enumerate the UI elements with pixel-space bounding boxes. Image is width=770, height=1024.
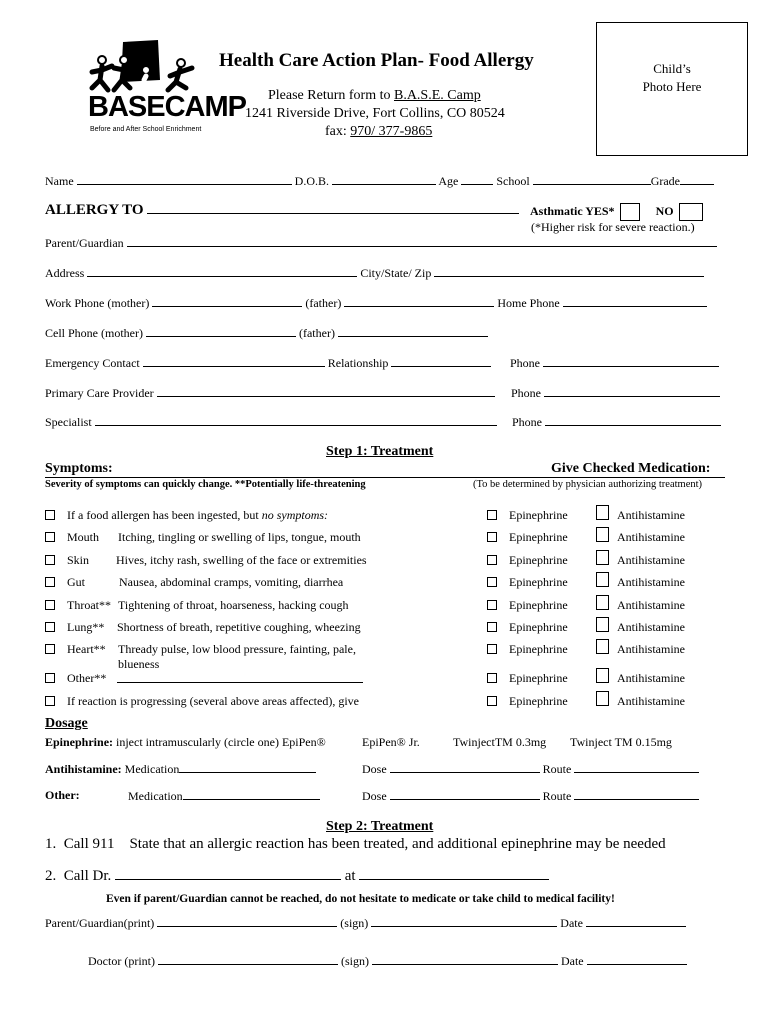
school-field[interactable] xyxy=(533,173,651,185)
symptom-desc: Shortness of breath, repetitive coughing, wheezing xyxy=(117,620,361,634)
parent-label: Parent/Guardian xyxy=(45,236,124,250)
parent-sign-row xyxy=(45,915,686,931)
call-911-label: Call 911 xyxy=(63,836,115,852)
symptom-checkbox[interactable] xyxy=(45,510,55,520)
doctor-print-label: Doctor (print) xyxy=(88,954,155,968)
call-911-text: State that an allergic reaction has been treated, and additional epinephrine may be needed xyxy=(129,836,666,852)
doctor-date-field[interactable] xyxy=(587,953,687,965)
epinephrine-checkbox[interactable] xyxy=(487,600,497,610)
return-org: B.A.S.E. Camp xyxy=(393,88,481,103)
home-phone-field[interactable] xyxy=(563,295,707,307)
symptom-checkbox[interactable] xyxy=(45,555,55,565)
cell-phone-row xyxy=(45,325,488,341)
doctor-sign-label: (sign) xyxy=(340,954,369,968)
emergency-phone-label: Phone xyxy=(510,356,540,370)
no-label: NO xyxy=(655,203,674,218)
symptom-area xyxy=(67,508,328,523)
other-medication-label: Medication xyxy=(128,789,183,803)
primary-row xyxy=(45,385,495,401)
symptom-area: Lung** xyxy=(67,620,105,634)
antihistamine-checkbox[interactable] xyxy=(596,505,609,520)
antihistamine-medication-label: Medication xyxy=(124,762,180,776)
specialist-label: Specialist xyxy=(45,415,92,429)
symptom-area: Gut xyxy=(67,575,85,589)
logo-text: BASECAMP xyxy=(88,91,246,123)
antihistamine-checkbox[interactable] xyxy=(596,639,609,654)
other-route-field[interactable] xyxy=(574,788,699,800)
work-phone-label: Work Phone (mother) xyxy=(45,296,150,310)
antihistamine-label: Antihistamine xyxy=(617,620,685,634)
antihistamine-label: Antihistamine xyxy=(617,553,685,567)
doctor-phone-field[interactable] xyxy=(359,866,549,880)
work-phone-mother-field[interactable] xyxy=(152,295,302,307)
warning-text: Even if parent/Guardian cannot be reached, do not hesitate to medicate or take child to medical facility! xyxy=(106,893,615,905)
specialist-phone xyxy=(512,414,721,430)
call-dr-num: 2. xyxy=(45,868,57,884)
doctor-sign-row xyxy=(88,953,687,969)
parent-row xyxy=(45,235,717,251)
antihistamine-checkbox[interactable] xyxy=(596,691,609,706)
symptoms-heading: Symptoms: xyxy=(45,461,113,476)
symptom-desc: Thready pulse, low blood pressure, fainting, pale, xyxy=(118,642,356,656)
address-line: 1241 Riverside Drive, Fort Collins, CO 80524 xyxy=(245,106,505,121)
asthmatic-row xyxy=(530,203,703,221)
physician-note: (To be determined by physician authorizing treatment) xyxy=(473,479,703,490)
dob-field[interactable] xyxy=(332,173,436,185)
symptom-checkbox[interactable] xyxy=(45,622,55,632)
city-field[interactable] xyxy=(434,265,704,277)
twinject-03-option[interactable]: TwinjectTM 0.3mg xyxy=(453,735,547,749)
epinephrine-checkbox[interactable] xyxy=(487,510,497,520)
antihistamine-label: Antihistamine xyxy=(617,575,685,589)
antihistamine-medication-field[interactable] xyxy=(179,761,316,773)
epinephrine-label: Epinephrine xyxy=(509,553,568,567)
return-prefix: Please Return form to xyxy=(268,88,394,103)
logo-graphic xyxy=(88,40,213,140)
emergency-row xyxy=(45,355,491,371)
antihistamine-label: Antihistamine xyxy=(617,694,685,708)
antihistamine-dose-label: Antihistamine: xyxy=(45,762,122,776)
call-dr-label: Call Dr. xyxy=(63,868,112,884)
allergy-label: ALLERGY TO xyxy=(45,202,144,218)
asthmatic-label: Asthmatic YES* xyxy=(530,203,615,218)
antihistamine-label: Antihistamine xyxy=(617,530,685,544)
antihistamine-dose-route xyxy=(362,761,699,777)
give-medication-heading: Give Checked Medication: xyxy=(551,461,711,476)
fax-line xyxy=(325,124,432,140)
name-row xyxy=(45,173,714,189)
dosage-heading: Dosage xyxy=(45,716,88,731)
other-dose-label: Other: xyxy=(45,788,80,802)
relationship-field[interactable] xyxy=(391,355,491,367)
call-dr-row xyxy=(45,866,549,885)
name-field[interactable] xyxy=(77,173,292,185)
asthmatic-no-checkbox[interactable] xyxy=(679,203,703,221)
address-label: Address xyxy=(45,266,85,280)
emergency-label: Emergency Contact xyxy=(45,356,140,370)
antihistamine-checkbox[interactable] xyxy=(596,595,609,610)
epi-dose-label: Epinephrine: xyxy=(45,735,114,749)
epinephrine-checkbox[interactable] xyxy=(487,622,497,632)
logo-subtitle: Before and After School Enrichment xyxy=(90,126,202,133)
work-father-label: (father) xyxy=(305,296,342,310)
parent-date-label: Date xyxy=(560,916,583,930)
epinephrine-checkbox[interactable] xyxy=(487,577,497,587)
work-phone-father-field[interactable] xyxy=(344,295,494,307)
other-medication xyxy=(128,788,320,804)
symptom-checkbox[interactable] xyxy=(45,696,55,706)
symptom-area: Other** xyxy=(67,671,107,685)
epinephrine-label: Epinephrine xyxy=(509,530,568,544)
cell-phone-label: Cell Phone (mother) xyxy=(45,326,143,340)
photo-label-2: Photo Here xyxy=(642,79,702,94)
epinephrine-checkbox[interactable] xyxy=(487,696,497,706)
symptom-checkbox[interactable] xyxy=(45,644,55,654)
antihistamine-label: Antihistamine xyxy=(617,598,685,612)
symptom-checkbox[interactable] xyxy=(45,673,55,683)
symptom-area: Mouth xyxy=(67,530,100,544)
address-row xyxy=(45,265,704,281)
twinject-015-option[interactable]: Twinject TM 0.15mg xyxy=(570,735,672,749)
symptom-area: If reaction is progressing (several above areas affected), give xyxy=(67,694,359,708)
antihistamine-checkbox[interactable] xyxy=(596,550,609,565)
symptom-text: If a food allergen has been ingested, but xyxy=(67,508,262,522)
antihistamine-checkbox[interactable] xyxy=(596,617,609,632)
call-911-num: 1. xyxy=(45,836,57,852)
photo-label-1: Child’s xyxy=(653,61,691,76)
symptom-desc: Hives, itchy rash, swelling of the face or extremities xyxy=(116,553,367,567)
emergency-field[interactable] xyxy=(143,355,325,367)
allergy-row xyxy=(45,202,519,219)
step1-title: Step 1: Treatment xyxy=(326,444,434,459)
at-label: at xyxy=(344,868,356,884)
symptom-desc: Itching, tingling or swelling of lips, tongue, mouth xyxy=(118,530,361,544)
symptom-area: Heart** xyxy=(67,642,106,656)
grade-label: Grade xyxy=(650,174,681,188)
specialist-field[interactable] xyxy=(95,414,497,426)
work-phone-row xyxy=(45,295,707,311)
doctor-date-label: Date xyxy=(560,954,584,968)
higher-risk-note: (*Higher risk for severe reaction.) xyxy=(531,220,695,234)
cell-phone-father-field[interactable] xyxy=(338,325,488,337)
other-medication-field[interactable] xyxy=(183,788,320,800)
grade-field[interactable] xyxy=(680,173,714,185)
parent-field[interactable] xyxy=(127,235,717,247)
parent-print-field[interactable] xyxy=(157,915,337,927)
doctor-name-field[interactable] xyxy=(115,866,341,880)
fax-number: 970/ 377-9865 xyxy=(350,124,433,139)
route-label: Route xyxy=(542,789,572,803)
antihistamine-checkbox[interactable] xyxy=(596,668,609,683)
home-phone-label: Home Phone xyxy=(497,296,560,310)
fax-prefix: fax: xyxy=(325,124,351,139)
antihistamine-checkbox[interactable] xyxy=(596,572,609,587)
route-label: Route xyxy=(542,762,572,776)
symptom-area: Skin xyxy=(67,553,90,567)
primary-phone xyxy=(511,385,720,401)
other-dose-field[interactable] xyxy=(390,788,540,800)
epinephrine-checkbox[interactable] xyxy=(487,644,497,654)
city-label: City/State/ Zip xyxy=(360,266,432,280)
asthmatic-yes-checkbox[interactable] xyxy=(620,203,640,221)
school-label: School xyxy=(496,174,530,188)
specialist-phone-field[interactable] xyxy=(545,414,721,426)
symptom-desc: Tightening of throat, hoarseness, hacking cough xyxy=(118,598,349,612)
primary-field[interactable] xyxy=(157,385,495,397)
relationship-label: Relationship xyxy=(327,356,389,370)
primary-label: Primary Care Provider xyxy=(45,386,154,400)
parent-sign-field[interactable] xyxy=(371,915,557,927)
dob-label: D.O.B. xyxy=(294,174,329,188)
symptom-desc-cont: blueness xyxy=(118,657,160,671)
doctor-print-field[interactable] xyxy=(158,953,338,965)
cell-father-label: (father) xyxy=(298,326,335,340)
symptom-area: Throat** xyxy=(67,598,111,612)
step1-divider xyxy=(45,477,725,478)
antihistamine-label: Antihistamine xyxy=(617,671,685,685)
emergency-phone-field[interactable] xyxy=(543,355,719,367)
primary-phone-field[interactable] xyxy=(544,385,720,397)
severity-note: Severity of symptoms can quickly change. **Potentially life-threatening xyxy=(45,479,366,490)
primary-phone-label: Phone xyxy=(511,386,541,400)
symptom-checkbox[interactable] xyxy=(45,577,55,587)
epinephrine-label: Epinephrine xyxy=(509,575,568,589)
epinephrine-checkbox[interactable] xyxy=(487,555,497,565)
symptom-desc: no symptoms: xyxy=(261,508,329,522)
antihistamine-label: Antihistamine xyxy=(617,642,685,656)
symptom-checkbox[interactable] xyxy=(45,532,55,542)
doctor-sign-field[interactable] xyxy=(372,953,558,965)
epipen-jr-option[interactable]: EpiPen® Jr. xyxy=(362,735,420,749)
dose-label: Dose xyxy=(362,789,387,803)
specialist-phone-label: Phone xyxy=(512,415,542,429)
symptom-checkbox[interactable] xyxy=(45,600,55,610)
epinephrine-label: Epinephrine xyxy=(509,508,568,522)
antihistamine-dose-field[interactable] xyxy=(390,761,540,773)
specialist-row xyxy=(45,414,497,430)
epinephrine-label: Epinephrine xyxy=(509,642,568,656)
parent-print-label: Parent/Guardian(print) xyxy=(45,916,155,930)
epinephrine-label: Epinephrine xyxy=(509,620,568,634)
call-911-row xyxy=(45,836,666,853)
epi-dose-text: inject intramuscularly (circle one) EpiPen® xyxy=(113,735,326,749)
address-field[interactable] xyxy=(87,265,357,277)
age-field[interactable] xyxy=(461,173,493,185)
form-title: Health Care Action Plan- Food Allergy xyxy=(219,50,534,71)
other-dose-route xyxy=(362,788,699,804)
epinephrine-label: Epinephrine xyxy=(509,671,568,685)
step2-title: Step 2: Treatment xyxy=(326,819,434,834)
antihistamine-checkbox[interactable] xyxy=(596,527,609,542)
parent-sign-label: (sign) xyxy=(340,916,369,930)
epinephrine-label: Epinephrine xyxy=(509,694,568,708)
epinephrine-checkbox[interactable] xyxy=(487,532,497,542)
parent-date-field[interactable] xyxy=(586,915,686,927)
age-label: Age xyxy=(438,174,459,188)
allergy-field[interactable] xyxy=(147,202,519,214)
symptom-desc: Nausea, abdominal cramps, vomiting, diarrhea xyxy=(119,575,344,589)
cell-phone-mother-field[interactable] xyxy=(146,325,296,337)
epinephrine-dosage-row xyxy=(45,735,326,750)
other-symptom-field[interactable] xyxy=(117,671,363,683)
name-label: Name xyxy=(45,174,74,188)
basecamp-logo xyxy=(88,40,213,140)
antihistamine-dosage-row xyxy=(45,761,316,777)
photo-box[interactable] xyxy=(596,22,748,156)
antihistamine-label: Antihistamine xyxy=(617,508,685,522)
return-line xyxy=(268,88,481,104)
epinephrine-checkbox[interactable] xyxy=(487,673,497,683)
dose-label: Dose xyxy=(362,762,387,776)
epinephrine-label: Epinephrine xyxy=(509,598,568,612)
antihistamine-route-field[interactable] xyxy=(574,761,699,773)
emergency-phone xyxy=(510,355,719,371)
